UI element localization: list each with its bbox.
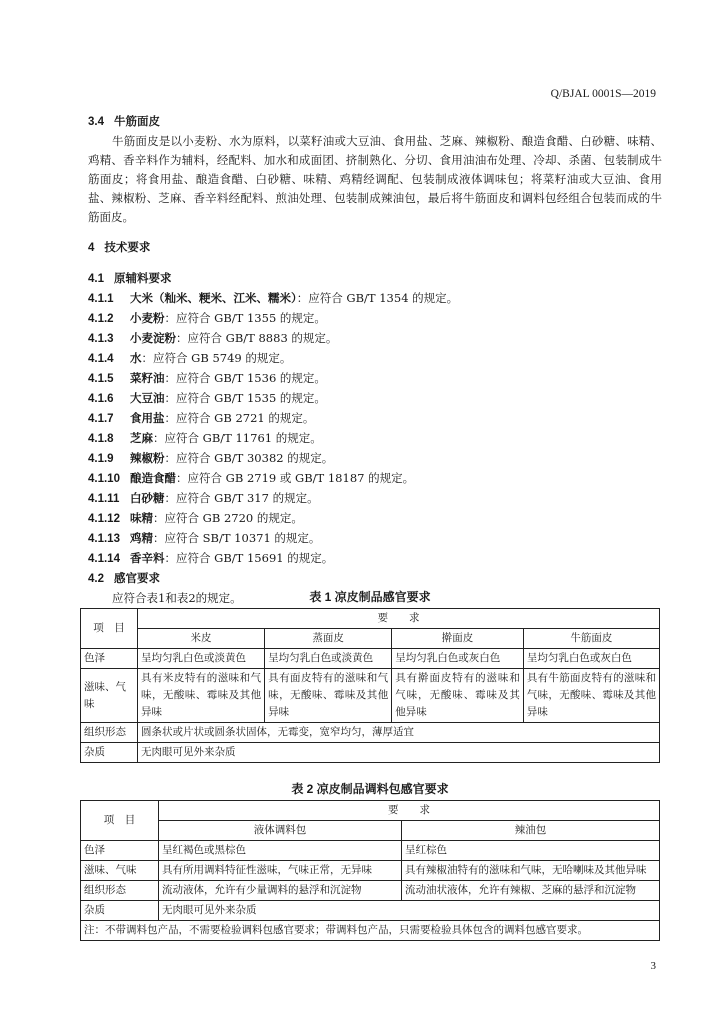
list-item: 4.1.12 味精：应符合 GB 2720 的规定。 [88,511,303,525]
table-cell: 无肉眼可见外来杂质 [138,743,660,763]
table-cell: 具有擀面皮特有的滋味和气味，无酸味、霉味及其他异味 [392,669,524,723]
list-item: 4.1.6 大豆油：应符合 GB/T 1535 的规定。 [88,391,326,405]
list-item: 4.1.8 芝麻：应符合 GB/T 11761 的规定。 [88,431,322,445]
section-3-4-heading [88,112,662,132]
table-row [81,723,660,743]
standard-code: Q/BJAL 0001S—2019 [550,88,656,100]
section-number: 4.1 [88,273,104,285]
section-title: 牛筋面皮 [114,114,160,128]
column-header: 米皮 [138,629,265,649]
table-cell: 具有辣椒油特有的滋味和气味，无哈喇味及其他异味 [402,861,660,881]
list-item: 4.1.3 小麦淀粉：应符合 GB/T 8883 的规定。 [88,331,338,345]
section-4-2-paragraph: 应符合表1和表2的规定。 [112,591,242,605]
column-header: 擀面皮 [392,629,524,649]
table-row [81,861,660,881]
row-label: 滋味、气味 [81,669,138,723]
table-cell: 无肉眼可见外来杂质 [159,901,660,921]
table-cell: 呈红褐色或黑棕色 [159,841,402,861]
list-item: 4.1.7 食用盐：应符合 GB 2721 的规定。 [88,411,315,425]
section-title: 原辅料要求 [114,271,172,285]
list-item: 4.1.10 酿造食醋：应符合 GB 2719 或 GB/T 18187 的规定。 [88,471,415,485]
list-item: 4.1.11 白砂糖：应符合 GB/T 317 的规定。 [88,491,319,505]
section-title: 感官要求 [114,571,160,585]
row-label: 色泽 [81,649,138,669]
table-cell: 呈红棕色 [402,841,660,861]
table2-caption: 表 2 凉皮制品调料包感官要求 [291,782,449,796]
requirement-header: 要 求 [138,609,660,629]
page-number: 3 [650,960,656,972]
table-note: 注：不带调料包产品，不需要检验调料包感官要求；带调料包产品，只需要检验具体包含的调料包感官要求。 [81,921,660,941]
table-row [81,743,660,763]
item-header: 项 目 [81,609,138,649]
table-row [81,901,660,921]
document-body [88,112,662,608]
table-row [81,649,660,669]
section-number: 3.4 [88,116,104,128]
table-cell: 具有所用调料特征性滋味，气味正常，无异味 [159,861,402,881]
table-row [81,669,660,723]
item-header: 项 目 [81,801,159,841]
table-cell: 具有米皮特有的滋味和气味，无酸味、霉味及其他异味 [138,669,265,723]
table-cell: 具有面皮特有的滋味和气味，无酸味、霉味及其他异味 [265,669,392,723]
column-header: 液体调料包 [159,821,402,841]
row-label: 组织形态 [81,723,138,743]
table-note-row [81,921,660,941]
list-item: 4.1.1 大米（籼米、粳米、江米、糯米）：应符合 GB/T 1354 的规定。 [88,291,459,305]
column-header: 蒸面皮 [265,629,392,649]
list-item: 4.1.9 辣椒粉：应符合 GB/T 30382 的规定。 [88,451,334,465]
table-cell: 具有牛筋面皮特有的滋味和气味，无酸味、霉味及其他异味 [523,669,659,723]
sensory-requirements-table [80,608,660,763]
section-title: 技术要求 [104,240,151,254]
row-label: 色泽 [81,841,159,861]
section-3-4-paragraph: 牛筋面皮是以小麦粉、水为原料，以菜籽油或大豆油、食用盐、芝麻、辣椒粉、酿造食醋、白砂糖、味精、鸡精、香辛料作为辅料，经配料、加水和成面团、挤制熟化、分切、食用油油布处理、冷却、杀菌、包装制成牛筋面皮；将食用盐、酿造食醋、白砂糖、味精、鸡精经调配、包装制成液体调味包；将菜籽油或大豆油、食用盐、辣椒粉、芝麻、香辛料经配料、煎油处理、包装制成辣油包，最后将牛筋面皮和调料包经组合包装而成的牛筋面皮。 [88,134,662,224]
table-row [81,841,660,861]
table-cell: 呈均匀乳白色或淡黄色 [265,649,392,669]
table1-caption: 表 1 凉皮制品感官要求 [309,590,431,604]
table-cell: 流动液体，允许有少量调料的悬浮和沉淀物 [159,881,402,901]
section-4-2-heading [88,569,662,589]
table-cell: 呈均匀乳白色或灰白色 [523,649,659,669]
list-item: 4.1.4 水：应符合 GB 5749 的规定。 [88,351,292,365]
row-label: 组织形态 [81,881,159,901]
list-item: 4.1.2 小麦粉：应符合 GB/T 1355 的规定。 [88,311,326,325]
section-number: 4 [88,242,95,254]
table-cell: 呈均匀乳白色或灰白色 [392,649,524,669]
table-cell: 流动油状液体，允许有辣椒、芝麻的悬浮和沉淀物 [402,881,660,901]
table-row [81,881,660,901]
seasoning-requirements-table [80,800,660,941]
requirement-header: 要 求 [159,801,660,821]
table-cell: 呈均匀乳白色或淡黄色 [138,649,265,669]
raw-material-list [88,289,662,569]
section-number: 4.2 [88,573,104,585]
section-4-heading [88,238,662,258]
column-header: 牛筋面皮 [523,629,659,649]
list-item: 4.1.13 鸡精：应符合 SB/T 10371 的规定。 [88,531,321,545]
list-item: 4.1.5 菜籽油：应符合 GB/T 1536 的规定。 [88,371,326,385]
row-label: 杂质 [81,743,138,763]
table-cell: 圆条状或片状或圆条状固体，无霉变，宽窄均匀，薄厚适宜 [138,723,660,743]
row-label: 杂质 [81,901,159,921]
column-header: 辣油包 [402,821,660,841]
row-label: 滋味、气味 [81,861,159,881]
section-4-1-heading [88,269,662,289]
list-item: 4.1.14 香辛料：应符合 GB/T 15691 的规定。 [88,551,334,565]
